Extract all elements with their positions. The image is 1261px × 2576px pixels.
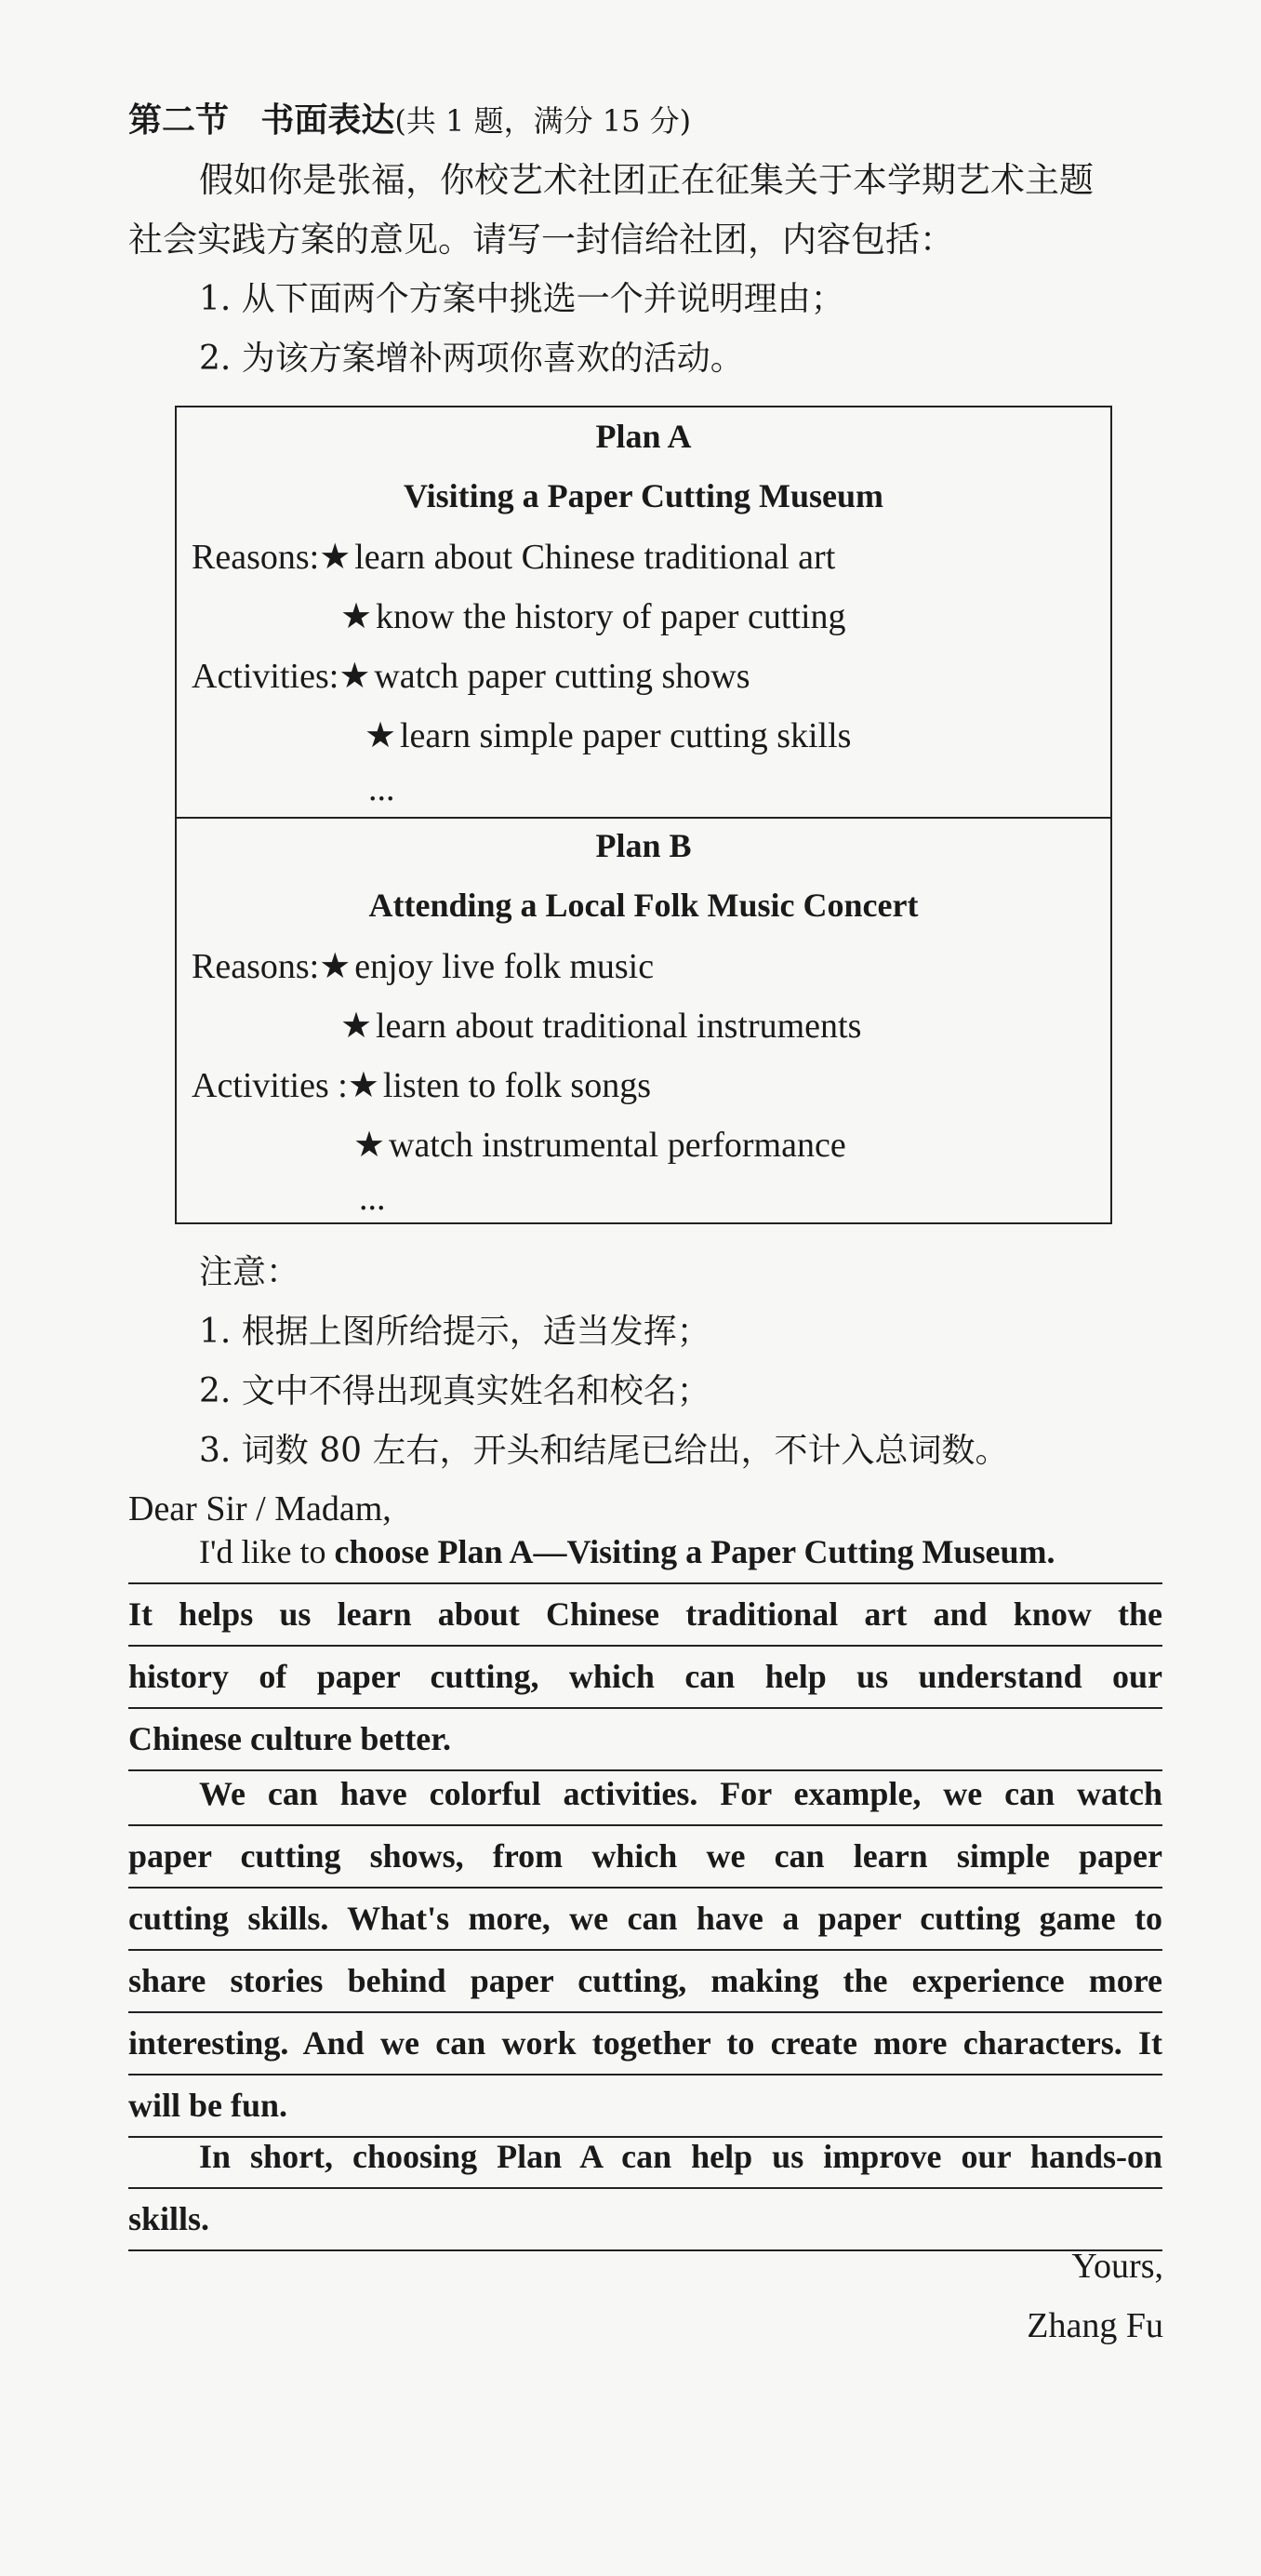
paragraph-line: cutting skills. What's more, we can have a paper cutting game to	[128, 1889, 1162, 1951]
paragraph-line: paper cutting shows, from which we can learn simple paper	[128, 1826, 1162, 1889]
paragraph-line: history of paper cutting, which can help us understand our	[128, 1647, 1162, 1709]
paragraph-1	[128, 1522, 1162, 1771]
plan-b-activity-1	[192, 1064, 651, 1108]
note-3: 3. 词数 80 左右，开头和结尾已给出，不计入总词数。	[199, 1432, 1009, 1470]
requirement-2: 2. 为该方案增补两项你喜欢的活动。	[199, 340, 744, 378]
section-header	[128, 100, 691, 140]
star-icon: ★	[365, 714, 397, 755]
plan-a-activity-1	[192, 655, 750, 699]
plan-b-label: Plan B	[595, 827, 692, 864]
letter-greeting: Dear Sir / Madam,	[128, 1489, 392, 1528]
plan-b-activities-label: Activities :	[192, 1066, 348, 1105]
letter-opening: I'd like to	[199, 1533, 326, 1570]
star-icon: ★	[347, 1064, 379, 1105]
plan-a-label: Plan A	[595, 418, 692, 455]
paragraph-line: We can have colorful activities. For example, we can watch	[128, 1764, 1162, 1826]
star-icon: ★	[319, 945, 352, 986]
paragraph-line: It helps us learn about Chinese traditional art and know the	[128, 1584, 1162, 1647]
plan-a-reason-2	[340, 595, 846, 639]
plan-a-activity-2	[365, 714, 851, 758]
paragraph-line: Chinese culture better.	[128, 1709, 1162, 1771]
paragraph-3	[128, 2127, 1162, 2251]
star-icon: ★	[319, 536, 352, 577]
star-icon: ★	[353, 1124, 386, 1165]
plan-b-reason-2	[340, 1005, 861, 1048]
star-icon: ★	[340, 1005, 373, 1046]
plan-a-reason-1	[192, 536, 835, 580]
paragraph-line	[128, 1522, 1162, 1584]
note-1: 1. 根据上图所给提示，适当发挥；	[199, 1313, 710, 1351]
prompt-line-2: 社会实践方案的意见。请写一封信给社团，内容包括：	[128, 220, 954, 260]
plan-b-reasons-label: Reasons:	[192, 947, 320, 986]
prompt-line-1: 假如你是张福，你校艺术社团正在征集关于本学期艺术主题	[199, 160, 1094, 200]
answer-text: choose Plan A—Visiting a Paper Cutting Museum.	[334, 1533, 1055, 1570]
plan-a-name: Visiting a Paper Cutting Museum	[403, 477, 884, 514]
plan-b-name: Attending a Local Folk Music Concert	[368, 887, 919, 924]
section-meta: (共 1 题，满分 15 分)	[394, 103, 692, 139]
plan-a-reason-text: know the history of paper cutting	[376, 597, 846, 636]
plan-a-ellipsis: ...	[368, 769, 395, 808]
plan-b-activity-2	[353, 1124, 846, 1168]
paragraph-line: In short, choosing Plan A can help us improve our hands-on	[128, 2127, 1162, 2189]
plan-b-activity-text: watch instrumental performance	[389, 1126, 846, 1165]
paragraph-line: skills.	[128, 2189, 1162, 2251]
paragraph-line: interesting. And we can work together to create more characters. It	[128, 2013, 1162, 2075]
plan-b-reason-text: enjoy live folk music	[354, 947, 655, 986]
plan-b-reason-text: learn about traditional instruments	[376, 1007, 862, 1046]
plan-a-reason-text: learn about Chinese traditional art	[354, 538, 836, 577]
plan-b-reason-1	[192, 945, 654, 989]
section-label: 第二节	[128, 100, 230, 140]
plan-a-activity-text: watch paper cutting shows	[374, 657, 750, 696]
requirement-1: 1. 从下面两个方案中挑选一个并说明理由；	[199, 280, 844, 318]
paragraph-line: will be fun.	[128, 2075, 1162, 2138]
section-title: 书面表达	[260, 100, 395, 140]
plan-a-reasons-label: Reasons:	[192, 538, 320, 577]
plan-b-ellipsis: ...	[359, 1179, 386, 1218]
letter-signature: Zhang Fu	[1027, 2306, 1163, 2345]
plan-b-activity-text: listen to folk songs	[382, 1066, 651, 1105]
paragraph-line: share stories behind paper cutting, making the experience more	[128, 1951, 1162, 2013]
plan-a-activities-label: Activities:	[192, 657, 339, 696]
star-icon: ★	[340, 595, 373, 636]
notes-title: 注意：	[199, 1253, 300, 1291]
letter-closing: Yours,	[1071, 2247, 1163, 2286]
star-icon: ★	[338, 655, 371, 696]
note-2: 2. 文中不得出现真实姓名和校名；	[199, 1372, 710, 1410]
plans-divider	[175, 817, 1112, 819]
plan-a-activity-text: learn simple paper cutting skills	[400, 716, 852, 755]
paragraph-2	[128, 1764, 1162, 2138]
